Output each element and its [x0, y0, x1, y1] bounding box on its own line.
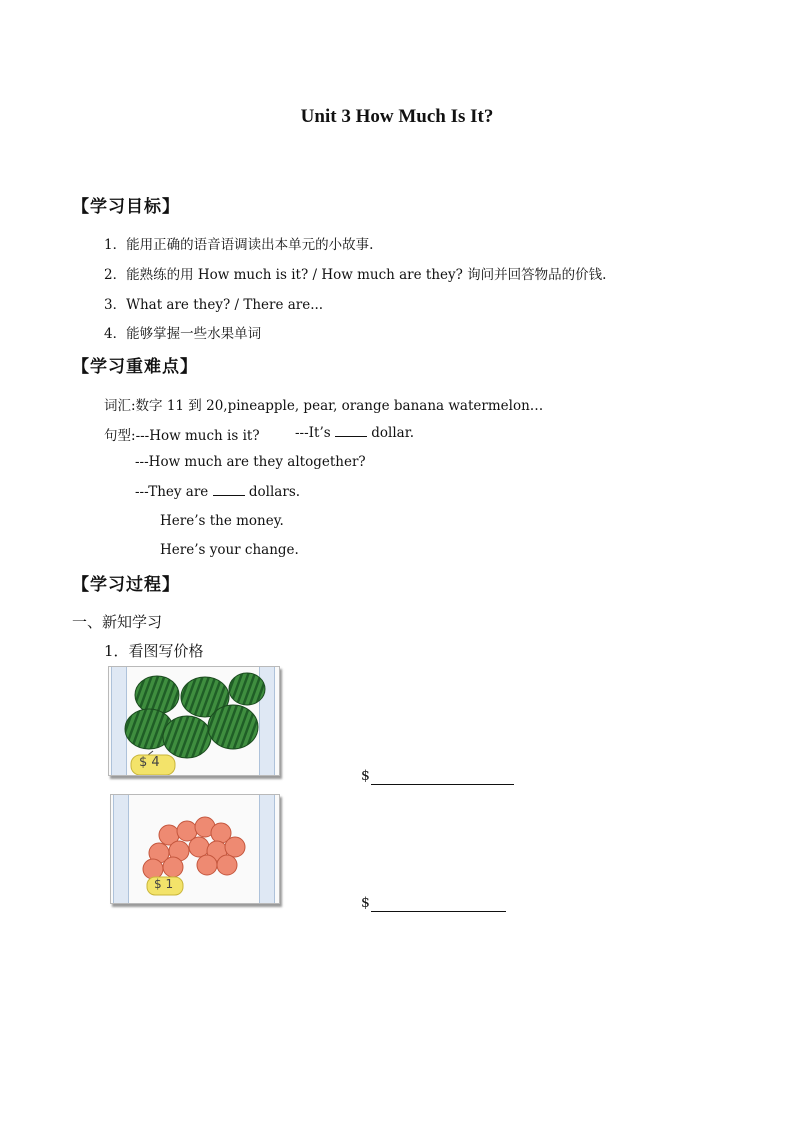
watermelon-picture [108, 666, 280, 776]
page-title: Unit 3 How Much Is It? [300, 106, 494, 127]
question-how-much-is-it: ---How much is it? [135, 428, 260, 444]
vocab-line: 词汇:数字 11 到 20,pineapple, pear, orange banana watermelon… [104, 398, 544, 414]
goal-text: 能熟练的用 How much is it? / How much are they? 询问并回答物品的价钱. [126, 267, 607, 283]
goal-number: 3． [104, 297, 127, 313]
sentence-change: Here’s your change. [160, 542, 299, 558]
price-tag: $ 1 [154, 877, 174, 891]
goal-text: 能够掌握一些水果单词 [126, 326, 262, 342]
goal-number: 2． [104, 267, 127, 283]
task-heading: 1．看图写价格 [104, 642, 204, 660]
goal-text: 能用正确的语音语调读出本单元的小故事. [126, 237, 374, 253]
sentence-money: Here’s the money. [160, 513, 284, 529]
goal-item-1 [104, 233, 373, 253]
part-heading: 一、新知学习 [72, 613, 163, 631]
answer-line-1: ---It’s dollar. [295, 425, 414, 441]
price-answer-line [371, 784, 514, 785]
section-goals-heading: 【学习目标】 [72, 197, 180, 217]
pattern-line-1 [104, 424, 260, 444]
apple-illustration [111, 795, 279, 903]
apple-picture [110, 794, 280, 904]
price-answer-line [371, 911, 506, 912]
section-key-points-heading: 【学习重难点】 [72, 357, 198, 377]
question-altogether: ---How much are they altogether? [135, 454, 366, 470]
goal-item-4 [104, 322, 261, 342]
watermelon-illustration [109, 667, 279, 775]
goal-item-2 [104, 263, 606, 283]
goal-text: What are they? / There are... [126, 297, 324, 313]
goal-number: 1． [104, 237, 127, 253]
price-tag: $ 4 [139, 755, 160, 770]
answer-line-2: ---They are dollars. [135, 484, 301, 500]
answer-dollar-sign: $ [361, 895, 370, 911]
answer-blank [213, 483, 245, 496]
answer-blank [335, 424, 367, 437]
pattern-label: 句型: [104, 428, 136, 444]
goal-number: 4． [104, 326, 127, 342]
answer-dollar-sign: $ [361, 768, 370, 784]
goal-item-3 [104, 293, 323, 313]
section-process-heading: 【学习过程】 [72, 575, 180, 595]
